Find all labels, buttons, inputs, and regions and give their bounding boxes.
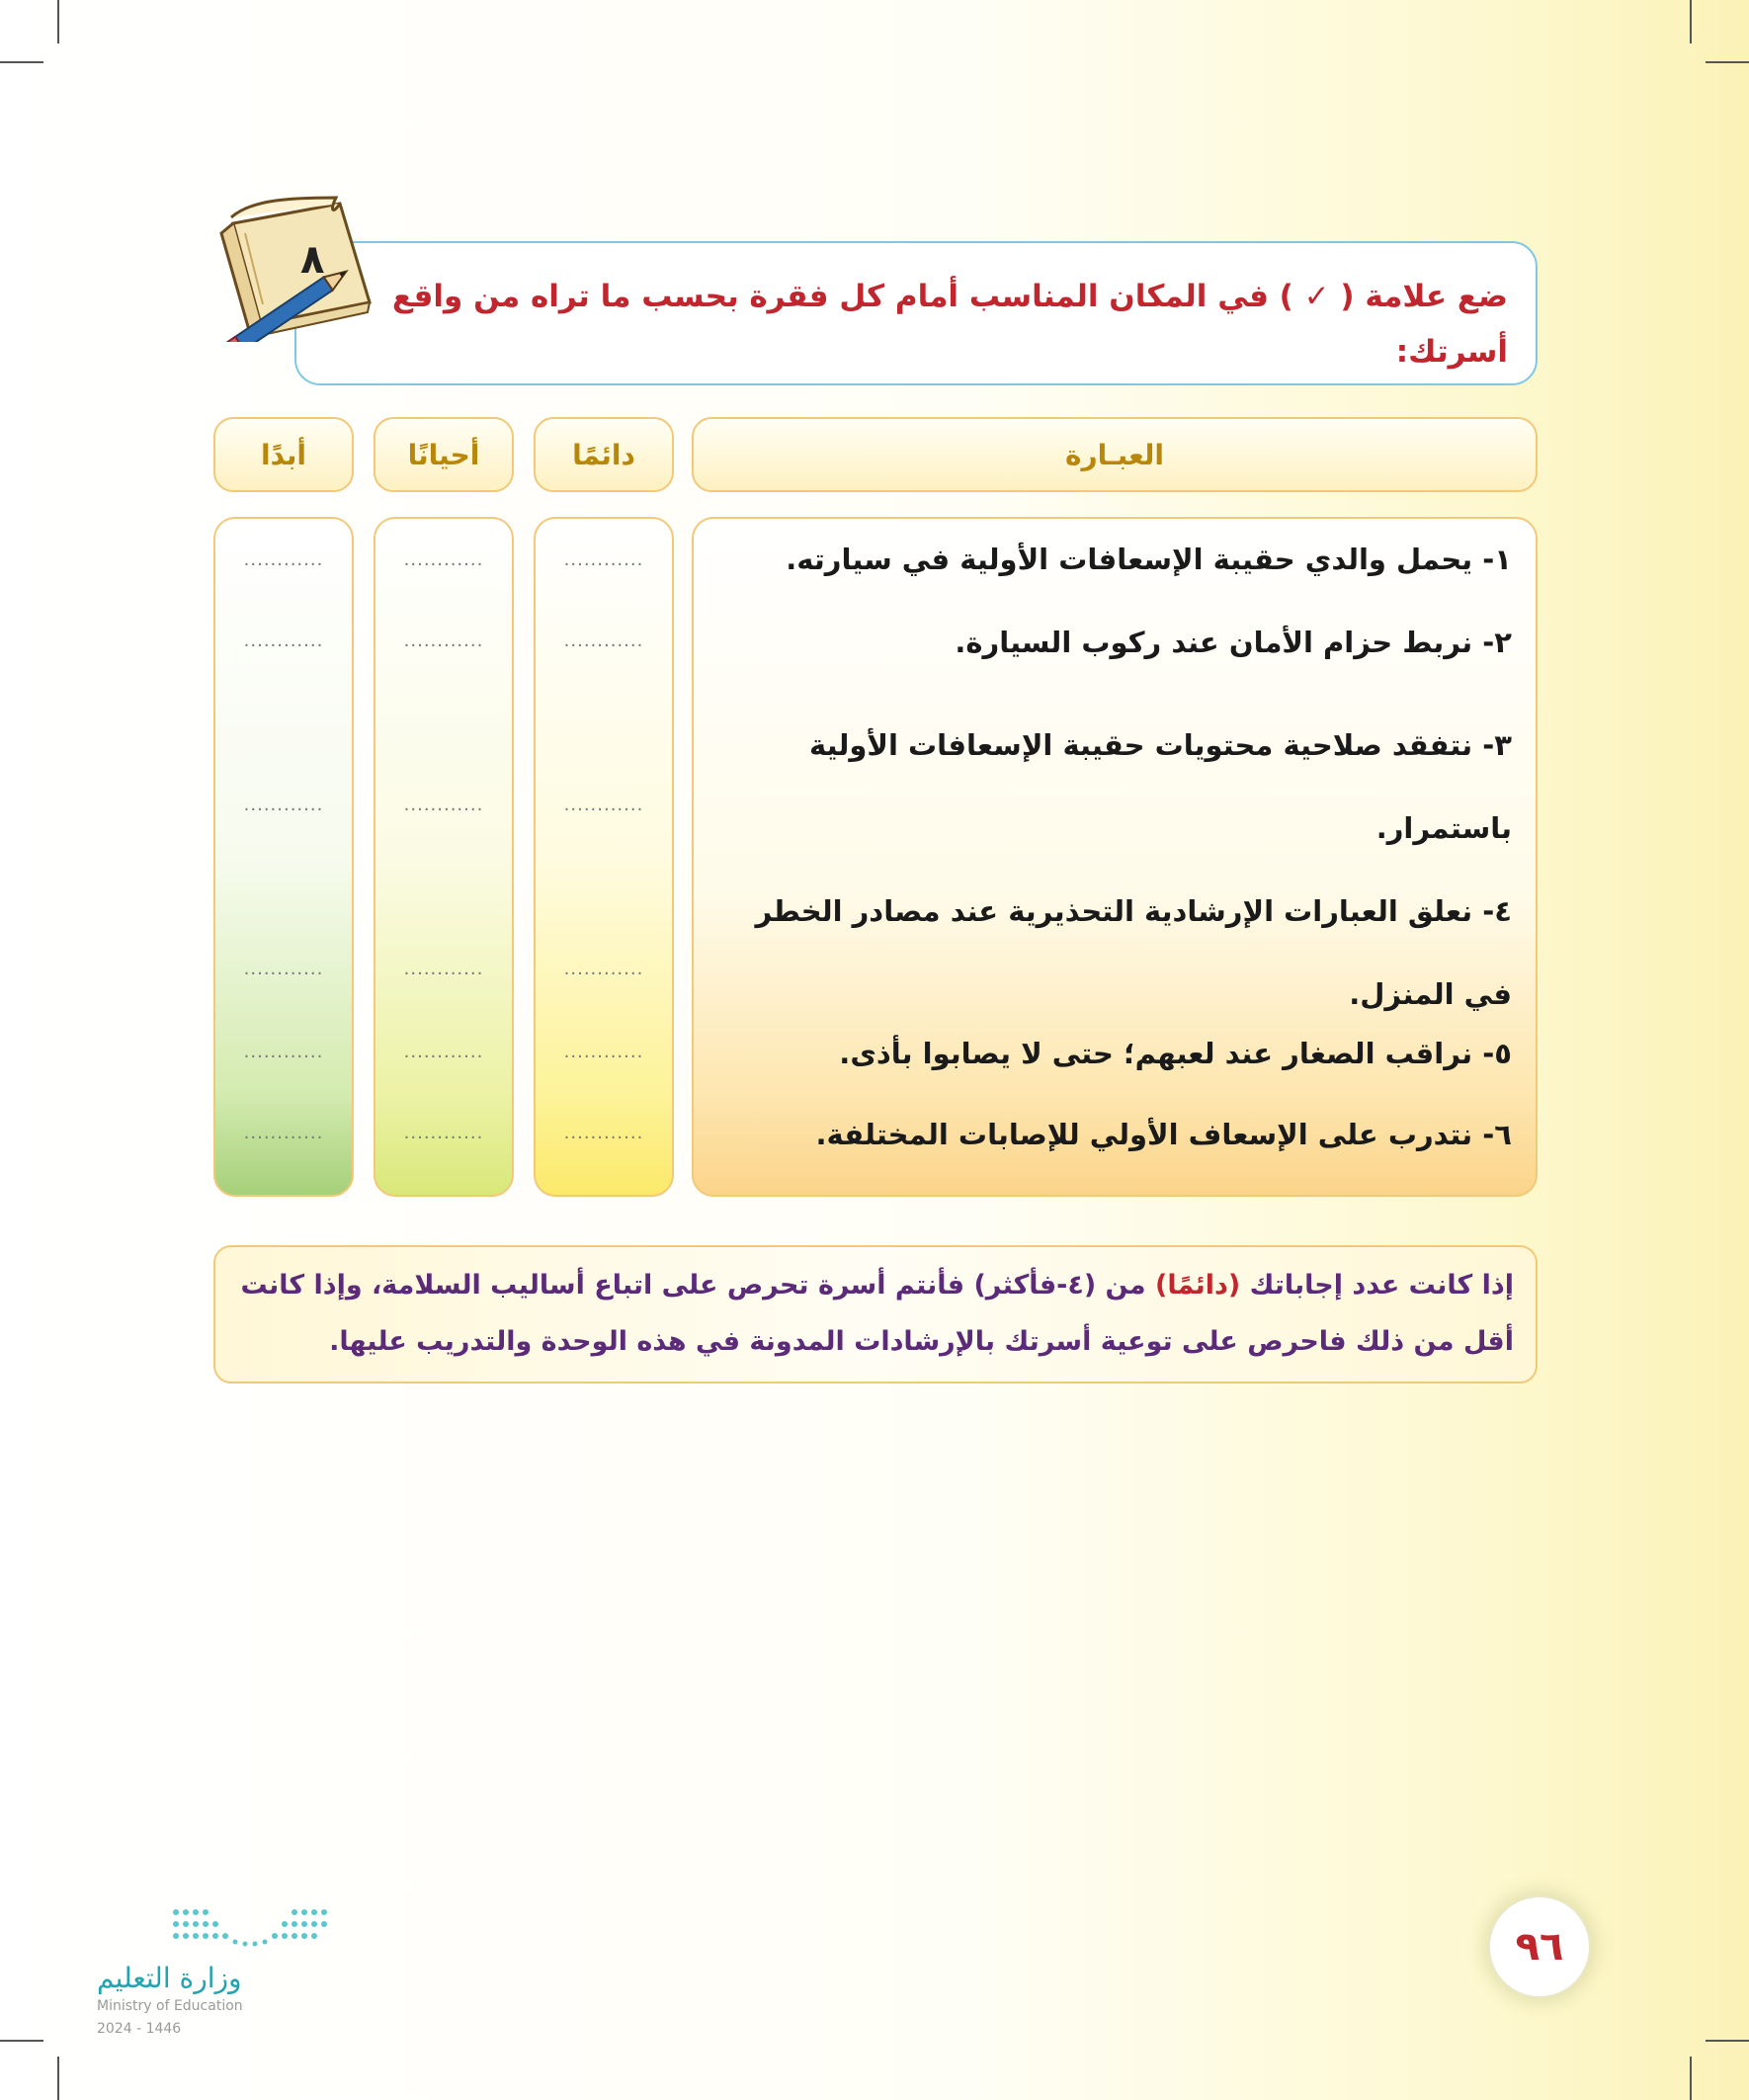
answer-blank[interactable]: ............	[563, 549, 644, 570]
answer-blank[interactable]: ............	[403, 1123, 484, 1143]
answer-blank[interactable]: ............	[243, 959, 324, 979]
result-text-1: إذا كانت عدد إجاباتك	[1249, 1270, 1514, 1301]
result-highlight: (دائمًا)	[1154, 1270, 1241, 1301]
instruction-line-2: أسرتك:	[1395, 334, 1508, 370]
answer-blank[interactable]: ............	[563, 1042, 644, 1062]
instruction-line-1: ضع علامة ( ✓ ) في المكان المناسب أمام كل فقرة بحسب ما تراه من واقع	[391, 279, 1508, 314]
crop-mark	[1690, 2057, 1692, 2100]
header-statement	[692, 417, 1538, 492]
ministry-logo-icon	[170, 1902, 328, 1950]
statement-1: ١- يحمل والدي حقيبة الإسعافات الأولية في سيارته.	[786, 543, 1512, 576]
crop-mark	[1690, 0, 1692, 43]
answer-blank[interactable]: ............	[243, 795, 324, 815]
result-box	[213, 1245, 1538, 1384]
never-column	[213, 517, 354, 1197]
crop-mark	[0, 2040, 43, 2042]
answer-blank[interactable]: ............	[563, 1123, 644, 1143]
crop-mark	[1706, 61, 1749, 63]
crop-mark	[57, 2057, 59, 2100]
answer-blank[interactable]: ............	[403, 795, 484, 815]
header-never	[213, 417, 354, 492]
ministry-name-arabic: وزارة التعليم	[97, 1962, 242, 1994]
always-column	[534, 517, 674, 1197]
answer-blank[interactable]: ............	[403, 549, 484, 570]
result-text-2: من (٤-فأكثر) فأنتم أسرة تحرص على اتباع أساليب السلامة، وإذا كانت أقل من ذلك فاحرص على توعية أسرتك بالإرشادات المدونة في هذه الوحدة والتدريب عليها.	[240, 1270, 1514, 1357]
answer-blank[interactable]: ............	[403, 1042, 484, 1062]
header-statement-label: العبـارة	[1064, 438, 1165, 471]
answer-blank[interactable]: ............	[563, 959, 644, 979]
ministry-name-english: Ministry of Education	[97, 1998, 243, 2014]
page-number-label: ٩٦	[1515, 1924, 1564, 1970]
header-always	[534, 417, 674, 492]
activity-number: ٨	[300, 237, 325, 283]
answer-blank[interactable]: ............	[563, 795, 644, 815]
answer-blank[interactable]: ............	[563, 630, 644, 651]
instruction-box	[294, 241, 1538, 385]
crop-mark	[1706, 2040, 1749, 2042]
notepad-pencil-icon	[211, 194, 389, 342]
answer-blank[interactable]: ............	[403, 630, 484, 651]
edition-year: 2024 - 1446	[97, 2021, 182, 2037]
crop-mark	[0, 61, 43, 63]
answer-blank[interactable]: ............	[403, 959, 484, 979]
statement-4: ٤- نعلق العبارات الإرشادية التحذيرية عند مصادر الخطر في المنزل.	[755, 894, 1512, 1011]
statement-3: ٣- نتفقد صلاحية محتويات حقيبة الإسعافات الأولية باستمرار.	[809, 728, 1512, 845]
statement-5: ٥- نراقب الصغار عند لعبهم؛ حتى لا يصابوا بأذى.	[839, 1037, 1512, 1070]
answer-blank[interactable]: ............	[243, 549, 324, 570]
crop-mark	[57, 0, 59, 43]
statement-2: ٢- نربط حزام الأمان عند ركوب السيارة.	[955, 626, 1512, 659]
answer-blank[interactable]: ............	[243, 1042, 324, 1062]
answer-blank[interactable]: ............	[243, 630, 324, 651]
header-sometimes-label: أحيانًا	[407, 438, 480, 471]
header-sometimes	[374, 417, 514, 492]
statement-6: ٦- نتدرب على الإسعاف الأولي للإصابات المختلفة.	[815, 1118, 1512, 1151]
sometimes-column	[374, 517, 514, 1197]
page-number	[1490, 1897, 1589, 1996]
header-always-label: دائمًا	[572, 438, 635, 471]
header-never-label: أبدًا	[261, 438, 306, 471]
answer-blank[interactable]: ............	[243, 1123, 324, 1143]
